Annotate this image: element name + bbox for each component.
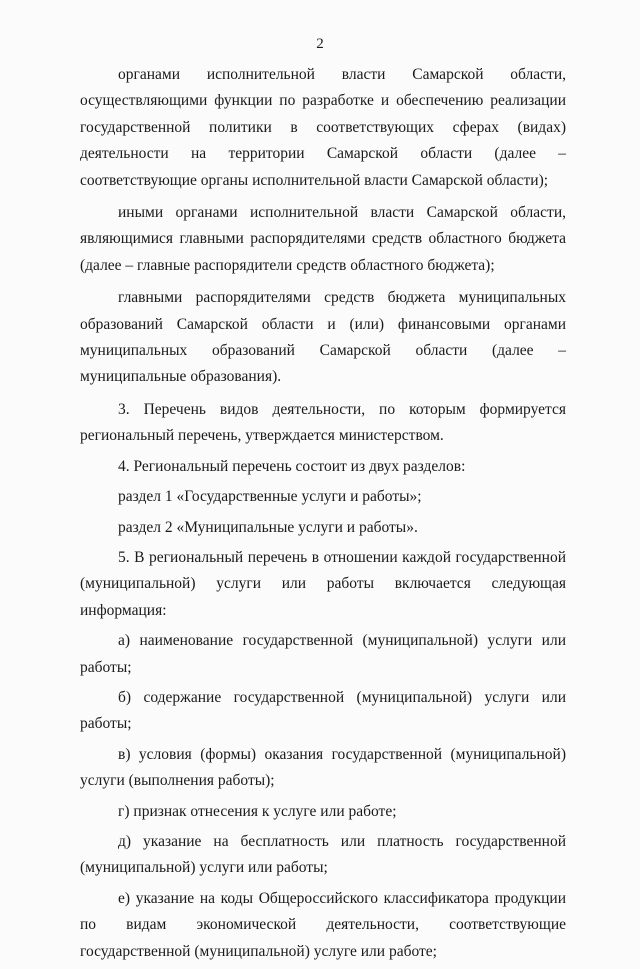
document-body bbox=[80, 62, 566, 969]
paragraph: главными распорядителями средств бюджета муниципальных образований Самарской области и (или) финансовыми органами муниципальных образований Самарской области (далее – муниципальные образования). bbox=[80, 289, 566, 386]
paragraph: раздел 1 «Государственные услуги и работы»; bbox=[118, 488, 422, 506]
paragraph: в) условия (формы) оказания государственной (муниципальной) услуги (выполнения работы); bbox=[80, 745, 566, 790]
paragraph: г) признак отнесения к услуге или работе; bbox=[118, 802, 397, 820]
paragraph: б) содержание государственной (муниципальной) услуги или работы; bbox=[80, 688, 566, 733]
page-number: 2 bbox=[316, 36, 324, 52]
paragraph: иными органами исполнительной власти Самарской области, являющимися главными распорядителями средств областного бюджета (далее – главные распорядители средств областного бюджета); bbox=[80, 204, 566, 274]
paragraph: органами исполнительной власти Самарской области, осуществляющими функции по разработке и обеспечению реализации государственной политики в соответствующих сферах (видах) деятельности на территории Самарской области (далее – соответствующие органы исполнительной власти Самарской области); bbox=[80, 66, 566, 189]
paragraph: 3. Перечень видов деятельности, по которым формируется региональный перечень, утверждается министерством. bbox=[80, 400, 566, 445]
paragraph: е) указание на коды Общероссийского классификатора продукции по видам экономической деятельности, соответствующие государственной (муниципальной) услуге или работе; bbox=[80, 889, 566, 960]
paragraph: 5. В региональный перечень в отношении каждой государственной (муниципальной) услуги или работы включается следующая информация: bbox=[80, 548, 566, 619]
paragraph: раздел 2 «Муниципальные услуги и работы». bbox=[118, 518, 418, 536]
paragraph: 4. Региональный перечень состоит из двух разделов: bbox=[118, 457, 466, 475]
paragraph: д) указание на бесплатность или платность государственной (муниципальной) услуги или работы; bbox=[80, 832, 566, 877]
paragraph: а) наименование государственной (муниципальной) услуги или работы; bbox=[80, 632, 566, 676]
